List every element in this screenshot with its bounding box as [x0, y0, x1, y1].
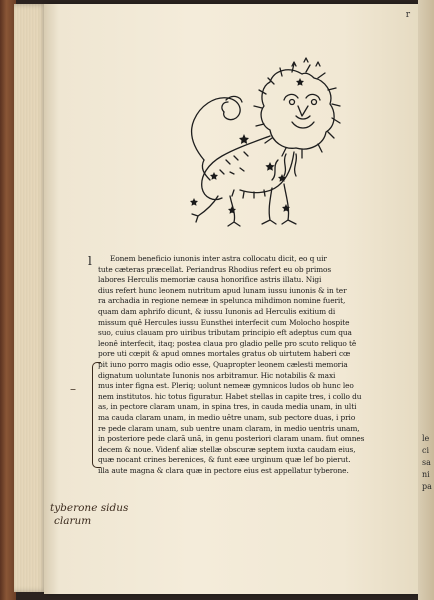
text-line: nem institutos. hic totus figuratur. Habet stellas in capite tres, i collo du [98, 391, 362, 401]
facing-page-fragment: pa [422, 482, 432, 491]
facing-page-fragment: ci [422, 446, 430, 455]
latin-text-block [98, 254, 410, 476]
text-line: illa aute magna & clara quæ in pectore eius est appellatur tyberone. [98, 465, 349, 475]
facing-page-fragment: le [422, 434, 430, 443]
facing-page-edge [418, 0, 434, 600]
text-line: re pede claram unam, sub uentre unam claram, in medio uentris unam, [98, 423, 360, 433]
text-line: leonê interfecit, itaq; postea claua pro gladio pelle pro scuto reliquo tê [98, 338, 357, 348]
text-line: quæ nocant crines berenices, & funt eæe urginum quæ lef bo pierut. [98, 455, 351, 465]
margin-note-line: clarum [54, 515, 92, 527]
book-page [44, 4, 418, 594]
handwritten-margin-note [50, 502, 128, 528]
handwritten-dash: – [70, 382, 76, 396]
text-line: pore uti cœpit & apud omnes mortales gratus ob uirtutem haberi cœ [98, 349, 351, 359]
leo-constellation-lion-icon [174, 56, 364, 234]
drop-initial: l [88, 254, 92, 268]
margin-note-line: tyberone sidus [50, 502, 129, 514]
page-stack-edges [14, 4, 48, 592]
text-line: quam dam aphrifo dicunt, & iussu Iunonis ad Herculis exitium di [98, 306, 336, 316]
text-line: dius refert hunc leonem nutritum apud lunam iussu iunonis & in ter [98, 285, 347, 295]
text-line: ra archadia in regione nemeæ in spelunca mihdimon nomine fuerit, [98, 296, 346, 306]
handwritten-bracket [92, 362, 101, 468]
text-line: ma cauda claram unam, in medio uêtre unam, sub pectore duas, i prio [98, 412, 356, 422]
text-line: mus inter figna est. Pleriq; uolunt nemeæ gymnicos ludos ob hunc leo [98, 381, 354, 391]
text-line: missum quê Hercules iussu Eunsthei interfecit cum Molocho hospite [98, 317, 350, 327]
text-line: in posteriore pede clarã unã, in genu posteriori claram unam. fiut omnes [98, 434, 365, 444]
folio-mark: r [405, 10, 410, 20]
text-line: labores Herculis memoriæ causa honorifice astris illatu. Nigi [98, 275, 322, 285]
facing-page-fragment: sa [422, 458, 431, 467]
text-line: pit iuno porro magis odio esse, Quapropter leonem cælesti memoria [98, 359, 348, 369]
facing-page-fragment: ni [422, 470, 430, 479]
text-line: suo, cuius clauam pro uiribus tributam principio eft adeptus cum qua [98, 328, 352, 338]
text-line: decem & noue. Videnť aliæ stellæ obscuræ septem iuxta caudam eius, [98, 444, 356, 454]
text-line: tute cæteras præcellat. Periandrus Rhodius refert eu ob primos [98, 264, 332, 274]
text-line: Eonem beneficio iunonis inter astra collocatu dicit, eo q uir [110, 254, 327, 263]
text-line: as, in pectore claram unam, in spina tres, in cauda media unam, in ulti [98, 402, 357, 412]
text-line: dignatum uoluntate Iunonis nos arbitramur. Hic notabilis & maxi [98, 370, 336, 380]
